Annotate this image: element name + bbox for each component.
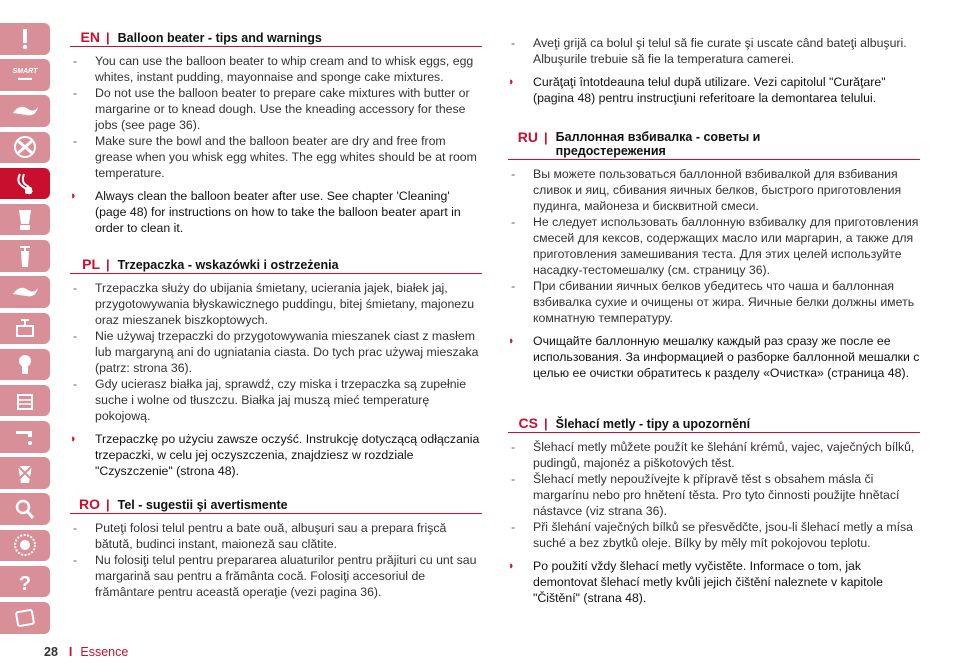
list-item: - Trzepaczka służy do ubijania śmietany, ucierania jajek, białek jaj, przygotowywania błyskawicznego puddingu, bitej śmietany, majonezu oraz mieszanek biszkoptowych.: [70, 280, 482, 328]
tips-list: [70, 280, 482, 479]
food-processor-icon: [10, 316, 40, 340]
section-en: [70, 30, 482, 236]
list-item: - Do not use the balloon beater to prepare cake mixtures with butter or margarine or to knead dough. Use the kneading accessory for these jobs (see page 36).: [70, 85, 482, 133]
magnifier-icon: [10, 497, 40, 521]
tab-food-processor[interactable]: [0, 313, 50, 345]
tab-whisk-spiral[interactable]: [0, 95, 50, 127]
tips-list: [70, 53, 482, 236]
page-number: 28: [44, 645, 58, 659]
cleaning-note: ◗ Trzepaczkę po użyciu zawsze oczyść. Instrukcję dotyczącą odłączania trzepaczki, w celu jej oczyszczenia, znajdziesz w rozdziale "Czyszczenie" (strona 48).: [70, 431, 482, 479]
list-item: - Не следует использовать баллонную взбивалку для приготовления смесей для кексов, содержащих масло или маргарин, а также для приготовления замешивания теста. Для этих целей используйте насадку-тестомешалку (см. страницу 36).: [508, 214, 920, 278]
list-item: - Make sure the bowl and the balloon beater are dry and free from grease when you whisk egg whites. The egg whites should be at room temperature.: [70, 133, 482, 181]
recipes-icon: [10, 606, 40, 630]
tap-icon: [10, 425, 40, 449]
list-item: - Při šlehání vaječných bílků se přesvědčte, jsou-li šlehací metly a mísa suché a bez zbytků oleje. Bílky by měly mít pokojovou teplotu.: [508, 519, 920, 551]
tab-balloon-beater[interactable]: [0, 168, 50, 200]
section-title: Tel - sugestii şi avertismente: [117, 498, 288, 512]
smart-icon: SMART ▬▬: [12, 67, 38, 82]
tab-questions[interactable]: [0, 566, 50, 598]
section-title: Balloon beater - tips and warnings: [117, 31, 322, 45]
blender-icon: [10, 208, 40, 232]
language-code: RO: [79, 496, 100, 512]
section-pl: [70, 257, 482, 479]
list-item: - Aveţi grijă ca bolul şi telul să fie curate şi uscate când bateţi albuşuri. Albuşurile trebuie să fie la temperatura camerei.: [508, 35, 920, 67]
blade-icon: [10, 135, 40, 159]
tab-smart[interactable]: [0, 59, 50, 91]
tab-blender[interactable]: [0, 204, 50, 236]
product-name: Essence: [80, 645, 129, 659]
section-ro: [70, 497, 482, 600]
language-code: PL: [82, 256, 100, 272]
section-title: Trzepaczka - wskazówki i ostrzeżenia: [117, 258, 339, 272]
whisk-spiral-icon: [10, 99, 40, 123]
tips-list: [508, 35, 920, 106]
guarantee-icon: [10, 533, 40, 557]
language-code: EN: [80, 29, 100, 45]
list-item: - Šlehací metly můžete použít ke šlehání krémů, vajec, vaječných bílků, pudingů, majonéz a piškotových těst.: [508, 439, 920, 471]
language-code: RU: [517, 129, 538, 145]
tab-recycle[interactable]: [0, 457, 50, 489]
section-header: EN | Balloon beater - tips and warnings: [70, 30, 482, 47]
whisk-spiral-icon: [10, 280, 40, 304]
list-item: - Nu folosiţi telul pentru prepararea aluaturilor pentru prăjituri cu unt sau margarină sau pentru a frământa cocă. Folosiţi accesoriul de frământare pentru această operaţie (vezi pagina 36).: [70, 552, 482, 600]
chapter-tab-rail: [0, 23, 50, 638]
page-footer: 28 I Essence: [44, 645, 129, 659]
section-header: RU | Баллонная взбивалка - советы и предостережения: [508, 130, 920, 160]
kneading-icon: [10, 244, 40, 268]
exclamation-icon: [10, 27, 40, 51]
list-item: - Gdy ucierasz białka jaj, sprawdź, czy miska i trzepaczka są zupełnie suche i wolne od tłuszczu. Białka jaj muszą mieć temperaturę pokojową.: [70, 376, 482, 424]
list-item: - Вы можете пользоваться баллонной взбивалкой для взбивания сливок и яиц, сбивания яичных белков, быстрого приготовления пудинга, майонеза и бисквитной смеси.: [508, 166, 920, 214]
list-item: - Puteţi folosi telul pentru a bate ouă, albuşuri sau a prepara frişcă bătută, budinci instant, maioneză sau clătite.: [70, 520, 482, 552]
tab-blade[interactable]: [0, 132, 50, 164]
tab-spiral-2[interactable]: [0, 276, 50, 308]
section-cs: [508, 416, 920, 606]
tab-storage[interactable]: [0, 385, 50, 417]
question-icon: [10, 570, 40, 594]
list-item: - Nie używaj trzepaczki do przygotowywania mieszanek ciast z masłem lub margaryną ani do ugniatania ciasta. Do tych prac używaj mieszaka (patrz: strona 36).: [70, 328, 482, 376]
cleaning-note: ◗ Always clean the balloon beater after use. See chapter 'Cleaning' (page 48) for instructions on how to take the balloon beater apart in order to clean it.: [70, 188, 482, 236]
section-header: PL | Trzepaczka - wskazówki i ostrzeżenia: [70, 257, 482, 274]
section-header: CS | Šlehací metly - tipy a upozornění: [508, 416, 920, 433]
section-title: Баллонная взбивалка - советы и предостережения: [555, 130, 761, 158]
list-item: - Šlehací metly nepoužívejte k přípravě těst s obsahem másla či margarínu nebo pro hnětení těsta. Pro tyto činnosti použijte hnětací nástavce (viz strana 36).: [508, 471, 920, 519]
list-item: - You can use the balloon beater to whip cream and to whisk eggs, egg whites, instant pudding, mayonnaise and sponge cake mixtures.: [70, 53, 482, 85]
section-ro-continued: [508, 35, 920, 106]
tab-guarantee[interactable]: [0, 530, 50, 562]
section-title: Šlehací metly - tipy a upozornění: [555, 417, 751, 431]
svg-text:?: ?: [18, 572, 32, 594]
tab-warnings[interactable]: [0, 23, 50, 55]
cleaning-note: ◗ Curăţaţi întotdeauna telul după utilizare. Vezi capitolul "Curăţare" (pagina 48) pentru instrucţiuni referitoare la demontarea telului.: [508, 74, 920, 106]
tips-list: [508, 439, 920, 606]
section-ru: [508, 130, 920, 381]
list-item: - При сбивании яичных белков убедитесь что чаша и баллонная взбивалка сухие и очищены от жира. Яичные белки должны иметь комнатную температуру.: [508, 278, 920, 326]
tips-list: [70, 520, 482, 600]
section-header: RO | Tel - sugestii şi avertismente: [70, 497, 482, 514]
tab-kneading[interactable]: [0, 240, 50, 272]
tips-list: [508, 166, 920, 381]
cleaning-note: ◗ Очищайте баллонную мешалку каждый раз сразу же после ее использования. За информацией о разборке баллонной мешалки с целью ее очистки обратитесь к разделу «Очистка» (страница 48).: [508, 333, 920, 381]
cleaning-note: ◗ Po použití vždy šlehací metly vyčistěte. Informace o tom, jak demontovat šlehací metly kvůli jejich čištění naleznete v kapitole "Čištění" (strana 48).: [508, 558, 920, 606]
tab-recipes[interactable]: [0, 602, 50, 634]
recycle-icon: [10, 461, 40, 485]
tab-tap[interactable]: [0, 421, 50, 453]
mincer-icon: [10, 352, 40, 376]
balloon-beater-icon: [10, 172, 40, 196]
tab-troubleshooting[interactable]: [0, 493, 50, 525]
language-code: CS: [518, 415, 538, 431]
storage-icon: [10, 389, 40, 413]
tab-mincer[interactable]: [0, 349, 50, 381]
